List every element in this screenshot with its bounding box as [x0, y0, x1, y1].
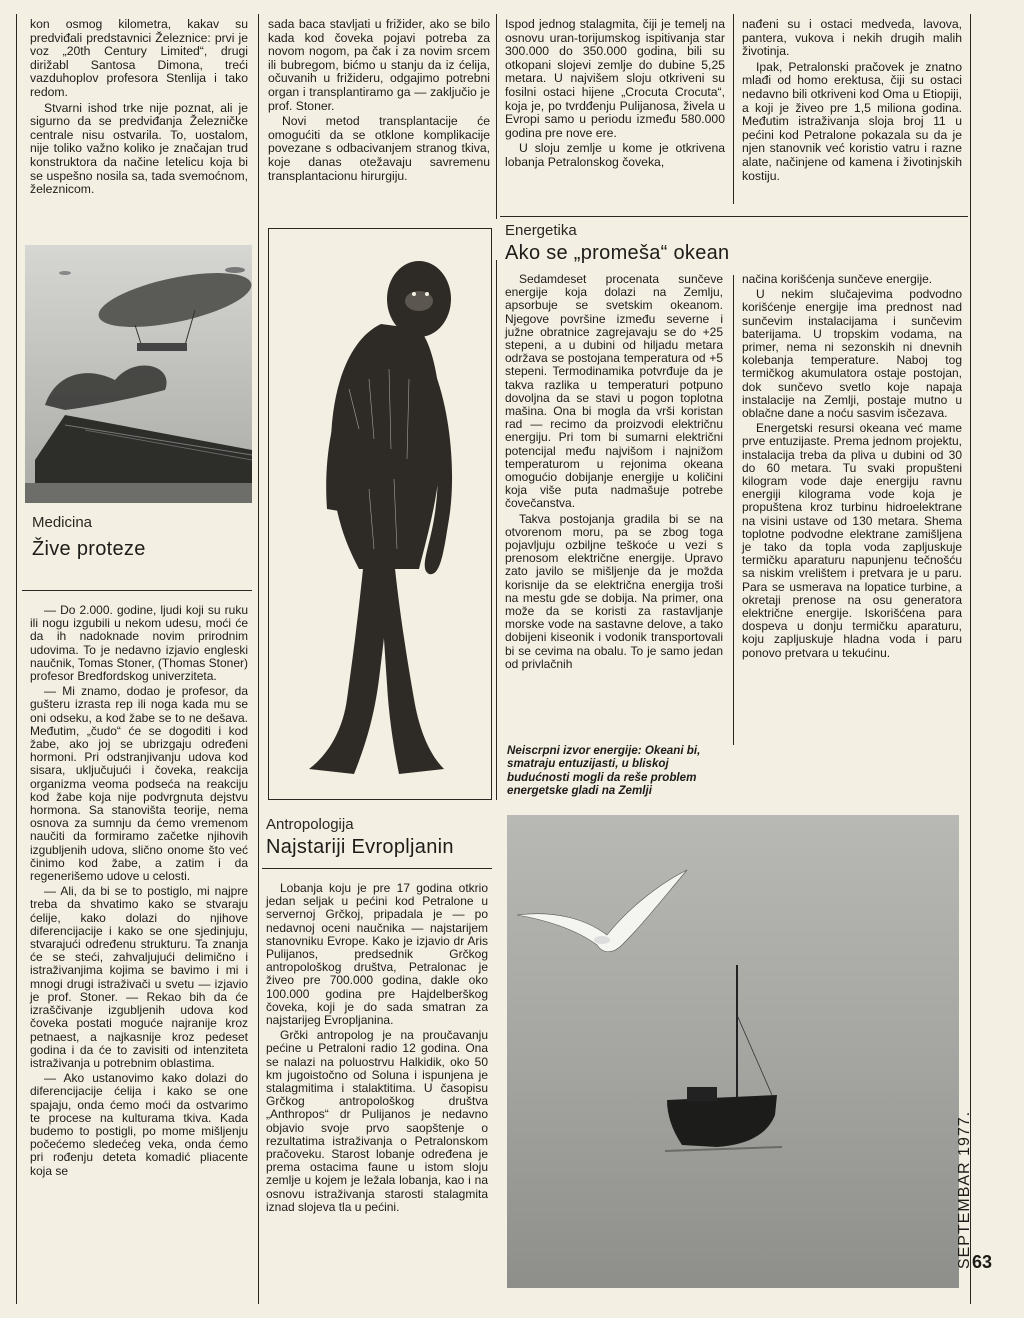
medicina-article-text [30, 604, 248, 1180]
section-kicker-medicina: Medicina [32, 514, 93, 531]
section-kicker-antropologija: Antropologija [266, 816, 354, 833]
ocean-boat-scene [507, 815, 959, 1288]
hominid-drawing [269, 229, 491, 799]
paragraph: U sloju zemlje u kome je otkrivena lobanja Petralonskog čoveka, [505, 141, 725, 169]
paragraph: Ipak, Petralonski pračovek je znatno mlađi od homo erektusa, čiji su ostaci nedavno bili otkriveni kod Oma u Etiopiji, a koji je živeo pre 1,5 miliona godina. Međutim istraživanja sloja broj 11 u pećini kod Petralone pokazala su da je njen stanovnik već koristio vatru i razne alate, načinjene od kamena i životinjskih kostiju. [742, 59, 962, 183]
paragraph: nađeni su i ostaci medveda, lavova, pantera, vukova i nekih drugih malih životinja. [742, 17, 962, 59]
paragraph: U nekim slučajevima podvodno korišćenje energije ima prednost nad sunčevim instalacijama i sunčevim baterijama. U tropskim vodama, na primer, nema ni sezonskih ni dnevnih kolebanja temperature. Naboj tog termičkog akumulatora ostaje postojan, dok sunčevo svetlo koje napaja instalacije na Zemlji, postaje mutno u oblačne dane a noću sasvim isčezava. [742, 287, 962, 421]
headline-energetika: Ako se „promeša“ okean [505, 242, 730, 264]
energetika-article-text-right [742, 273, 962, 662]
paragraph: Lobanja koju je pre 17 godina otkrio jedan seljak u pećini kod Petralone u servernoj Grčkoj, pripadala je — po nedavnoj oceni naučnika — najstarijem stanovniku Evrope. Kako je izjavio dr Aris Pulijanos, predsednik Grčkog antropološkog društva, Petralonac je živeo pre 700.000 godina, dakle oko 100.000 godina pre Hajdelberškog čoveka, koji je do sada smatran za najstarijeg Evropljanina. [266, 881, 488, 1028]
page-number: 63 [972, 1252, 993, 1272]
paragraph: Stvarni ishod trke nije poznat, ali je sigurno da se predviđanja Železničke centrale nisu ostvarila. To, uostalom, nije toliko važno koliko je značajan trud konstruktora da načine letelicu koja bi se uspešno nosila sa, tada svemoćnom, železnicom. [30, 100, 248, 197]
column-rule [733, 14, 734, 204]
paragraph: sada baca stavljati u frižider, ako se bilo kada kod čoveka pojavi potreba za novom nogom, pa čak i za novim srcem ili bubregom, bićmo u stanju da iz ćelija, očuvanih u frižideru, odgajimo potrebni organ i transplantiramo ga — zaključio je prof. Stoner. [268, 17, 490, 113]
paragraph: Ispod jednog stalagmita, čiji je temelj na osnovu uran-torijumskog ispitivanja star 300.000 do 350.000 godina, bili su otkopani slojevi zemlje do dubine 5,25 metara. U najvišem sloju otkriveni su fosilni ostaci hijene „Crocuta Crocuta“, koja je, po tvrdđenju Pulijanosa, živela u Evropi samo u periodu između 580.000 godina pre nove ere. [505, 17, 725, 140]
col1-top-text [30, 18, 248, 199]
paragraph: načina korišćenja sunčeve energije. [742, 272, 933, 286]
ape-man-illustration [268, 228, 492, 800]
column-rule [733, 275, 734, 745]
paragraph: — Do 2.000. godine, ljudi koji su ruku ili nogu izgubili u nekom udesu, moći će da ih nadoknade novim prirodnim udovima. To je nedavno izjavio engleski naučnik, Tomas Stoner, (Thomas Stoner) profesor Bredfordskog univerziteta. [30, 603, 248, 684]
issue-date: SEPTEMBAR 1977. [956, 1110, 973, 1270]
section-kicker-energetika: Energetika [505, 222, 577, 239]
paragraph: Takva postojanja gradila bi se na otvorenom moru, pa se zbog toga pojavljuju ozbiljne teškoće u vezi s prenosom električne energije. Upravo zato javilo se mišljenje da je možda korisnije da se električna energija troši na mestu gde se dobija. Na primer, ona može da se koristi za rastavljanje morske vode na sastavne delove, a tako dobijeni kiseonik i vodonik transportovali bi se cevima na obalu. To je samo jedan od privlačnih [505, 511, 723, 671]
paragraph: Novi metod transplantacije će omogućiti da se otklone komplikacije povezane s odbacivanjem stranog tkiva, koje danas otežavaju savremenu transplantacionu hirurgiju. [268, 114, 490, 183]
column-rule [496, 14, 497, 219]
energetika-article-text-left [505, 273, 723, 673]
ocean-photo-caption: Neiscrpni izvor energije: Okeani bi, smatraju entuzijasti, u bliskoj budućnosti mogli da reše problem energetske gladi na Zemlji [507, 744, 701, 798]
train-airship-photo [25, 245, 252, 503]
headline-medicina: Žive proteze [32, 538, 146, 560]
section-divider [500, 216, 968, 217]
paragraph: Energetski resursi okeana već mame prve entuzijaste. Prema jednom projektu, instalacija treba da pliva u dubini od 30 do 60 metara. Tu svaki propušteni kilogram vode daje energiju ravnu energiji kilograma vode koja je propuštena kroz turbinu hidroelektrane na visini ustave od 130 metara. Shema toplotne podvodne elektrane zamišljena je tako da topla voda zapljuskuje termičku aparaturu napunjenu tečnošću sa niskim vrelištem i pretvara je u paru. Para se usmerava na lopatice turbine, a okretaji prenose na osu generatora električne energije. Iskorišćena para dospeva u donju termičku aparaturu, koju zapljuskuje hladna voda i paru ponovo pretvara u tekućinu. [742, 421, 962, 660]
antropologija-article-text [266, 882, 488, 1216]
section-divider [22, 590, 252, 591]
col2-top-text [268, 18, 490, 185]
column-rule [16, 14, 17, 1304]
paragraph: — Ali, da bi se to postiglo, mi najpre treba da shvatimo kako se stvaraju ćelije, kako dolazi do njihove diferencijacije i kako se one sjedinjuju, stvarajući određenu strukturu. Ta znanja će se steći, zahvaljujući delimično i istraživanjima kojima se bavimo i mi i mnogi drugi istraživači u svetu — izjavio je prof. Stoner. — Rekao bih da će izraščivanje izgubljenih udova kod čoveka postati moguće najranije kroz petnaest, a najkasnije kroz pedeset godina i da će to zavisiti od intenziteta istraživanja u potrebnim oblastima. [30, 884, 248, 1070]
column-rule [258, 14, 259, 1304]
column-rule [496, 260, 497, 800]
train-airship-illustration [25, 245, 252, 503]
ocean-boat-photo [507, 815, 959, 1288]
col4-top-text [742, 18, 962, 185]
paragraph: Grčki antropolog je na proučavanju pećine u Petraloni radio 12 godina. Ona se nalazi na poluostrvu Halkidik, oko 50 km jugoistočno od Soluna i ispunjena je stalagmitima i stalaktitima. U časopisu Grčkog antropološkog društva „Anthropos“ dr Pulijanos je nedavno objavio svoje prvo saopštenje o rezultatima istraživanja o Petralonskom pračoveku. Starost lobanje određena je prema ostacima faune u istom sloju zemlje u kojem je ležala lobanja, kao i na osnovu istraživanja starosti stalagmita iznad slojeva tla u pećini. [266, 1028, 488, 1214]
paragraph: Sedamdeset procenata sunčeve energije koja dolazi na Zemlju, apsorbuje se svetskim okeanom. Njegove površine između severne i južne obratnice zagrejavaju se do +25 stepeni, a u dubini od hiljadu metara održava se postojana temperatura od +5 stepeni. Termodinamika potvrđuje da je takva razlika u temperaturi potpuno dovoljna da se stavi u pogon toplotna mašina. Ona bi mogla da vrši koristan rad — recimo da proizvodi električnu energiju. Pri tom bi sumarni električni potencijal među najvišom i najnižom temperaturom u rejonima okeana omogućio dobijanje energije u količini koja više puta nadmašuje potrebe čovečanstva. [505, 272, 723, 511]
paragraph: — Mi znamo, dodao je profesor, da gušteru izrasta rep ili noga kada mu se oni odseku, a kod žabe se to ne dešava. Međutim, „čudo“ će se dogoditi i kod žabe, ako joj se ubrizgaju određeni hormoni. Pri odstranjivanju udova kod sisara, uključujući i čoveka, reakcija organizma veoma podseća na reakciju kod žabe koja nije podvrgnuta dejstvu hormona. Sa stanovišta teorije, nema osnova za sumnju da ćemo vremenom naučiti da formiramo začetke njihovih izgubljenih udova, slično onome što već činimo kod žabe, a zatim i da regenerišemo udove u celosti. [30, 684, 248, 884]
headline-antropologija: Najstariji Evropljanin [266, 836, 454, 858]
paragraph: kon osmog kilometra, kakav su predviđali predstavnici Železnice: prvi je voz „20th Century Limited“, drugi dirižabl Santosa Dimona, treći vazduhoplov profesora Stenlija i tako redom. [30, 17, 248, 99]
paragraph: — Ako ustanovimo kako dolazi do diferencijacije ćelija i kako se one spajaju, onda ćemo moći da ostvarimo te procese na kulturama tkiva. Kada budemo to postigli, po mome mišljenju počećemo sledećeg veka, onda ćemo pri rođenju deteta komadić pliacente koja se [30, 1071, 248, 1178]
section-divider [262, 868, 492, 869]
col3-top-text [505, 18, 725, 172]
